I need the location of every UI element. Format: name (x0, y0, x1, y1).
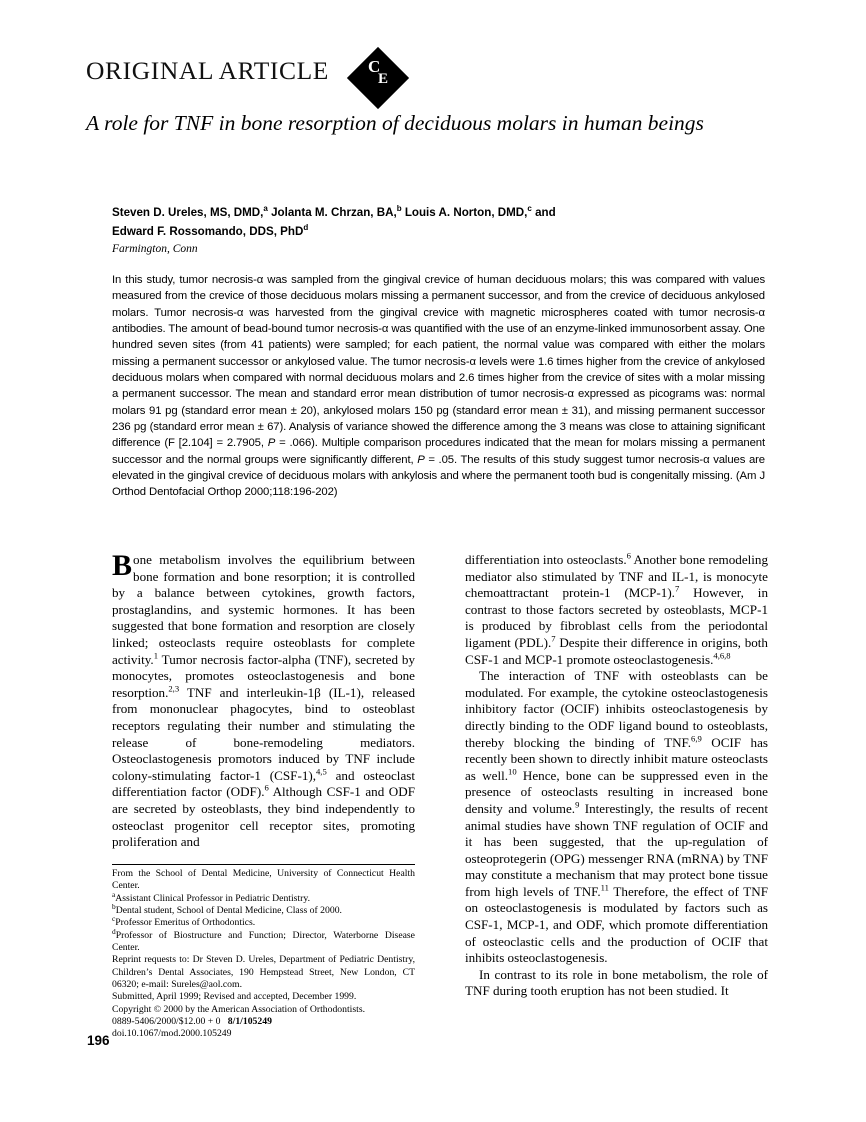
author-4-affiliation-marker: d (303, 222, 309, 232)
abstract-text-part-3: = .05. The results of this study suggest tumor necrosis-α values are elevated in the gingival crevice of deciduous molars with ankylosis and where the permanent tooth bud is congenitally missing. (Am J Orthod Dentofacial Orthop 2000;118:196-202) (112, 453, 765, 499)
paragraph-text: Hence, bone can be suppressed even in the presence of osteoclasts resulting in increased bone density and volume. (465, 767, 768, 816)
submission-dates: Submitted, April 1999; Revised and accepted, December 1999. (112, 991, 357, 1003)
article-header (86, 48, 780, 110)
author-2: Jolanta M. Chrzan, BA, (267, 206, 397, 219)
issn-text: 0889-5406/2000/$12.00 + 0 (112, 1016, 221, 1028)
author-3: Louis A. Norton, DMD, (401, 206, 528, 219)
citation-ref: 7 (551, 633, 556, 644)
author-3-affiliation-marker: c (527, 204, 532, 214)
footnote-source: From the School of Dental Medicine, University of Connecticut Health Center. (112, 868, 415, 892)
footnote-d (112, 926, 415, 955)
paragraph-text: Although CSF-1 and ODF are secreted by osteoblasts, they bind independently to osteoclast progenitor cell receptor sites, promoting proliferation and (112, 784, 415, 850)
badge-letter-e: E (378, 71, 389, 87)
author-conjunction: and (531, 206, 556, 219)
abstract-text-part-2: = .066). Multiple comparison procedures indicated that the mean for molars missing a permanent successor and the normal groups were significantly different, (112, 437, 765, 466)
author-2-affiliation-marker: b (396, 204, 402, 214)
footnote-marker-a: a (112, 889, 116, 899)
citation-ref: 1 (153, 650, 158, 661)
issn-line (112, 1016, 415, 1028)
paragraph-text: OCIF has recently been shown to directly inhibit mature osteoclasts as well. (465, 734, 768, 783)
abstract-p-value-italic-2: P (417, 453, 425, 466)
abstract-text-part-1: In this study, tumor necrosis-α was sampled from the gingival crevice of human deciduous molars; this was compared with values measured from the crevice of those deciduous molars missing a permanent successor, and from the crevice of deciduous ankylosed molars. Tumor necrosis-α was harvested from the gingival crevice with magnetic microspheres coated with tumor necrosis-α antibodies. The amount of bead-bound tumor necrosis-α was quantified with the use of an enzyme-linked immunosorbent assay. One hundred seven sites (from 41 patients) were sampled; for each patient, the normal value was compared with either the molars missing a permanent successor or ankylosed value. The tumor necrosis-α levels were 1.6 times higher from the crevice of ankylosed deciduous molars when compared with normal deciduous molars and 2.6 times higher from the crevice of sites with a molar missing a permanent successor. The mean and standard error mean distribution of tumor necrosis-α expressed as picograms was: normal molars 91 pg (standard error mean ± 20), ankylosed molars 150 pg (standard error mean ± 31), and missing permanent successor 236 pg (standard error mean ± 67). Analysis of variance showed the difference among the 3 means was close to attaining significant difference (F [2.104] = 2.7905, (112, 274, 765, 450)
paragraph-text: Another bone remodeling mediator also stimulated by TNF and IL-1, is monocyte chemoattractant protein-1 (MCP-1). (465, 552, 768, 601)
citation-ref: 6 (264, 782, 269, 793)
citation-ref: 6,9 (691, 733, 702, 744)
paragraph-text: Interestingly, the results of recent animal studies have shown TNF regulation of OCIF and it has been suggested, that the up-regulation of osteoprotegerin (OPG) messenger RNA (mRNA) by TNF may constitute a mechanism that may protect bone tissue from high levels of TNF. (465, 800, 768, 899)
paragraph-text: and osteoclast differentiation factor (ODF). (112, 767, 415, 800)
paragraph-text: differentiation into osteoclasts. (465, 552, 627, 567)
reprint-requests: Reprint requests to: Dr Steven D. Ureles, Department of Pediatric Dentistry, Children’s Dental Associates, 190 Hempstead Street, New London, CT 06320; e-mail: Sureles@aol.com. (112, 954, 415, 991)
paragraph (465, 668, 768, 967)
footnote-c-text: Professor Emeritus of Orthodontics. (115, 917, 256, 929)
body-column-right (465, 552, 768, 1000)
citation-ref: 4,6,8 (713, 650, 731, 661)
footnote-c (112, 914, 415, 929)
abstract (112, 272, 765, 501)
footnote-b-text: Dental student, School of Dental Medicine, Class of 2000. (115, 905, 342, 917)
paragraph-text: However, in contrast to those factors secreted by osteoblasts, MCP-1 is produced by fibroblast cells from the periodontal ligament (PDL). (465, 585, 768, 650)
citation-ref: 2,3 (168, 683, 180, 694)
footnote-marker-d: d (112, 926, 116, 936)
paragraph-text: The interaction of TNF with osteoblasts can be modulated. For example, the cytokine osteoclastogenesis inhibitory factor (OCIF) inhibits osteoclastogenesis by directly binding to the ODF ligand bound to osteoblasts, thereby blocking the binding of TNF. (465, 668, 768, 750)
body-column-left (112, 549, 415, 851)
paragraph (465, 552, 768, 668)
footnote-divider (112, 864, 415, 865)
footnote-d-text: Professor of Biostructure and Function; Director, Waterborne Disease Center. (112, 929, 415, 954)
paragraph (465, 967, 768, 1000)
abstract-p-value-italic-1: P (267, 437, 276, 450)
issn-code: 8/1/105249 (227, 1016, 272, 1028)
footnote-a (112, 889, 415, 905)
citation-ref: 6 (626, 550, 631, 561)
page-title: A role for TNF in bone resorption of deciduous molars in human beings (86, 111, 704, 135)
page-number: 196 (87, 1033, 110, 1048)
footnote-marker-b: b (112, 901, 116, 911)
footnote-b (112, 901, 415, 917)
footnote-a-text: Assistant Clinical Professor in Pediatric Dentistry. (115, 892, 310, 904)
paragraph-text: Tumor necrosis factor-alpha (TNF), secreted by monocytes, promotes osteoclastogenesis and bone resorption. (112, 651, 415, 700)
footnote-marker-c: c (112, 914, 116, 924)
author-1: Steven D. Ureles, MS, DMD, (112, 206, 264, 219)
copyright-notice: Copyright © 2000 by the American Association of Orthodontists. (112, 1003, 366, 1015)
author-city: Farmington, Conn (112, 243, 198, 255)
drop-cap: B (112, 549, 133, 582)
badge-letter-c: C (368, 57, 381, 76)
citation-ref: 4,5 (316, 766, 327, 777)
section-label: ORIGINAL ARTICLE (86, 56, 329, 85)
paragraph-text: one metabolism involves the equilibrium between bone formation and bone resorption; it is controlled by a balance between cytokines, growth factors, prostaglandins, and systemic hormones. It has been suggested that bone formation and resorption are closely linked; osteoclasts require osteoblasts for complete activity. (112, 552, 415, 667)
paragraph-text: In contrast to its role in bone metabolism, the role of TNF during tooth eruption has not been studied. It (465, 966, 768, 999)
citation-ref: 9 (575, 799, 580, 810)
paragraph-text: Despite their difference in origins, both CSF-1 and MCP-1 promote osteoclastogenesis. (465, 634, 768, 667)
paragraph-text: TNF and interleukin-1β (IL-1), released from mononuclear phagocytes, bind to osteoblast receptors regulating their number and stimulating the release of bone-remodeling mediators. Osteoclastogenesis promotors induced by TNF include colony-stimulating factor-1 (CSF-1), (112, 684, 415, 783)
paragraph-text: Therefore, the effect of TNF on osteoclastogenesis is modulated by factors such as CSF-1, MCP-1, and ODF, which promote differentiation of osteoclastic cells and the production of OCIF that inhibits osteoclastogenesis. (465, 883, 768, 966)
author-1-affiliation-marker: a (263, 204, 268, 214)
citation-ref: 11 (600, 882, 609, 893)
footnote-block (112, 864, 415, 1041)
continuing-education-badge-icon (348, 48, 408, 108)
citation-ref: 7 (674, 583, 680, 594)
paragraph (112, 549, 415, 851)
author-list (112, 204, 772, 241)
doi-line: doi.10.1067/mod.2000.105249 (112, 1028, 232, 1040)
citation-ref: 10 (508, 766, 517, 777)
author-4: Edward F. Rossomando, DDS, PhD (112, 224, 304, 238)
